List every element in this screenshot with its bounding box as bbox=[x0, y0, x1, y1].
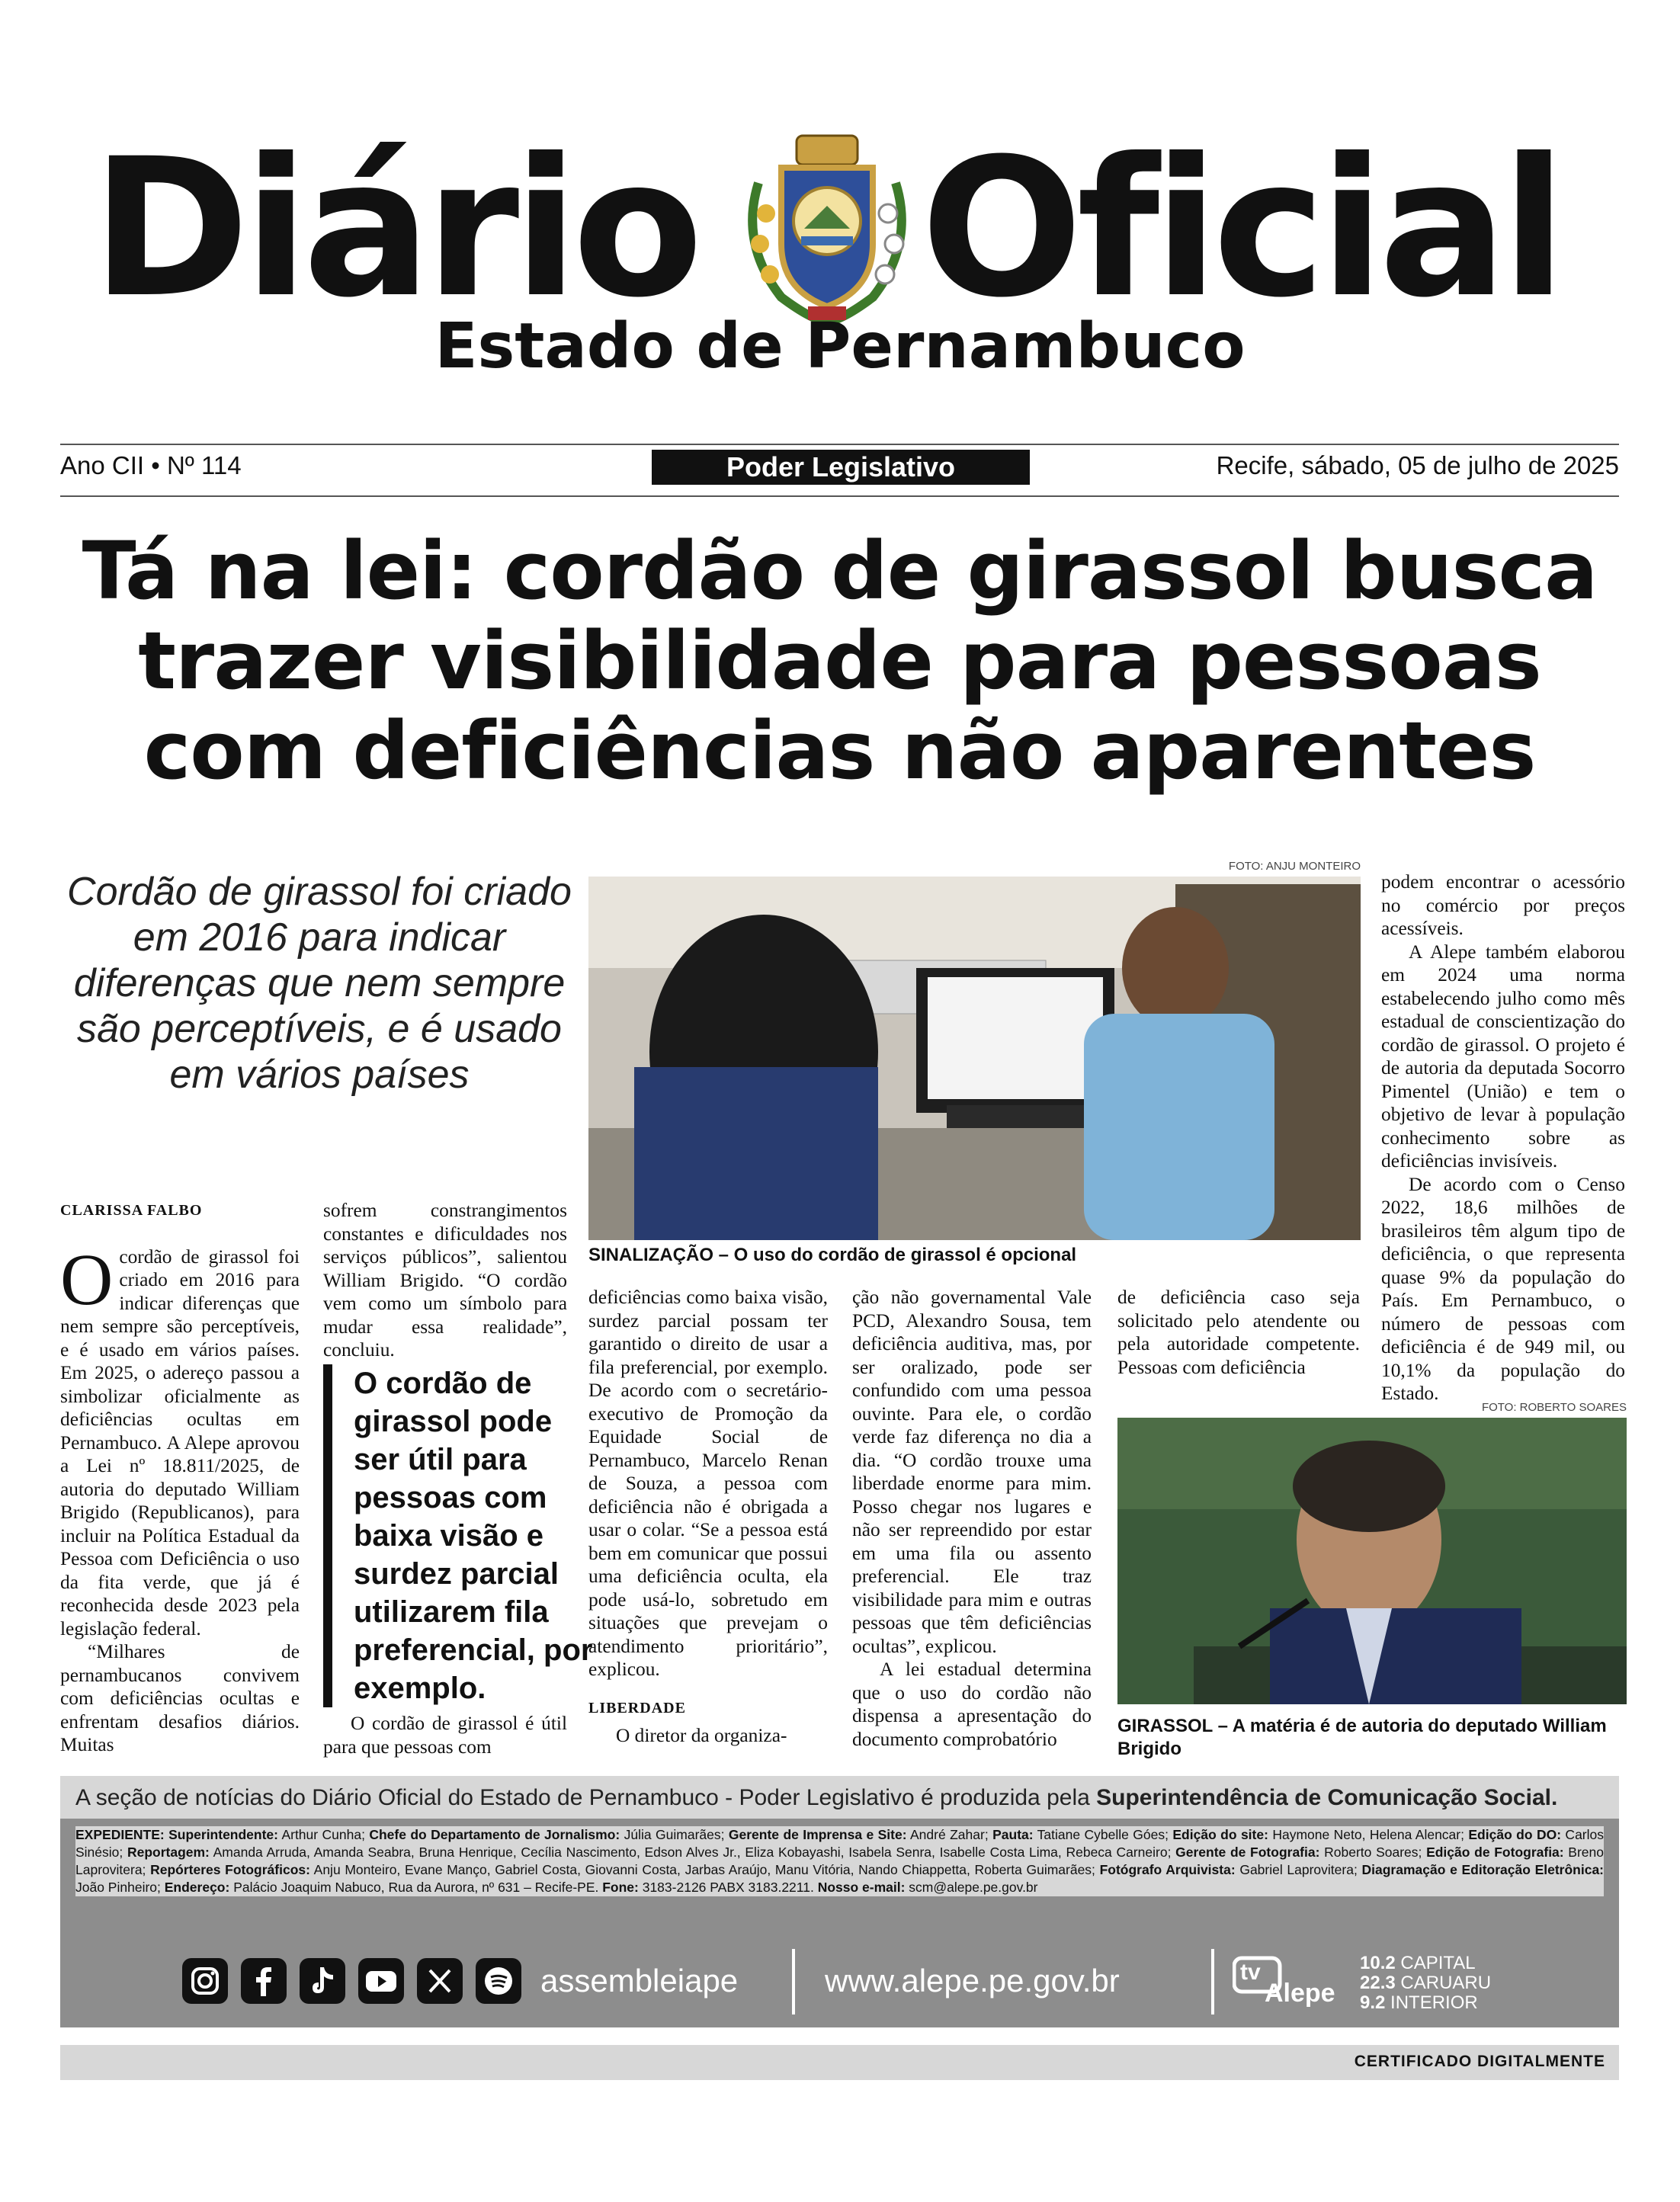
article-paragraph: Ocordão de girassol foi criado em 2016 para indicar diferenças que nem sempre são perceptíveis, e é usado em vários países. Em 2025, o adereço passou a simbolizar oficialmente as deficiências ocultas em Pernambuco. A Alepe aprovou a Lei nº 18.811/2025, de autoria do deputado William Brigido (Republicanos), para incluir na Política Estadual da Pessoa com Deficiência o uso da fita verde, que já é reconhecida desde 2023 pela legislação federal. bbox=[60, 1238, 300, 1639]
tv-alepe-logo: tv Alepe bbox=[1233, 1955, 1347, 2008]
article-column-1 bbox=[60, 1199, 300, 1757]
certification-label: CERTIFICADO DIGITALMENTE bbox=[1354, 2053, 1605, 2070]
expediente-value: Júlia Guimarães; bbox=[620, 1827, 729, 1842]
headline-line: trazer visibilidade para pessoas bbox=[138, 614, 1541, 707]
headline-line: com deficiências não aparentes bbox=[143, 704, 1536, 797]
expediente-value: scm@alepe.pe.gov.br bbox=[905, 1880, 1038, 1895]
expediente-role: Gerente de Fotografia: bbox=[1175, 1845, 1320, 1860]
section-label: Poder Legislativo bbox=[652, 450, 1030, 485]
footer bbox=[60, 1776, 1619, 2027]
expediente-role: Edição de Fotografia: bbox=[1426, 1845, 1564, 1860]
drop-cap: O bbox=[60, 1238, 114, 1320]
article-paragraph: De acordo com o Censo 2022, 18,6 milhões de brasileiros têm algum tipo de deficiência, o que representa quase 9% da população do País. Em Pernambuco, o número de pessoas com deficiência é de 949 mil, ou 10,1% da população do Estado. bbox=[1381, 1173, 1625, 1404]
expediente-value: Carlos Sinésio; bbox=[75, 1827, 1605, 1860]
tv-channel: 10.2 CAPITAL bbox=[1360, 1953, 1476, 1973]
article-column-5 bbox=[1117, 1286, 1360, 1379]
expediente-role: Diagramação e Editoração Eletrônica: bbox=[1361, 1862, 1605, 1877]
article-paragraph: ção não governamental Vale PCD, Alexandro Sousa, tem deficiência auditiva, mas, por ser oralizado, pode ser confundido com uma pessoa ouvinte. Para ele, o cordão verde faz diferença no dia a dia. “O cordão trouxe uma liberdade enorme para mim. Posso chegar nos lugares e não ser repreendido por estar em uma fila ou assento preferencial. Ele traz visibilidade para mim e outras pessoas que têm deficiências ocultas”, explicou. bbox=[852, 1287, 1092, 1657]
x-icon[interactable] bbox=[417, 1958, 463, 2004]
article-paragraph: O cordão de girassol é útil para que pessoas com bbox=[323, 1713, 567, 1758]
expediente bbox=[75, 1826, 1604, 1896]
expediente-role: Edição do site: bbox=[1172, 1827, 1268, 1842]
expediente-role: Reportagem: bbox=[127, 1845, 210, 1860]
article-column-4 bbox=[852, 1286, 1092, 1751]
pull-quote: O cordão de girassol pode ser útil para pessoas com baixa visão e surdez parcial utilizarem fila preferencial, por exemplo. bbox=[323, 1364, 598, 1707]
expediente-role: Gerente de Imprensa e Site: bbox=[728, 1827, 907, 1842]
subheadline: Cordão de girassol foi criado em 2016 para indicar diferenças que nem sempre são perceptíveis, e é usado em vários países bbox=[67, 870, 572, 1097]
footer-divider bbox=[792, 1949, 795, 2014]
article-paragraph: de deficiência caso seja solicitado pelo atendente ou pela autoridade competente. Pessoas com deficiência bbox=[1117, 1287, 1360, 1378]
photo-caption: GIRASSOL – A matéria é de autoria do deputado William Brigido bbox=[1117, 1716, 1607, 1759]
article-paragraph: O diretor da organiza- bbox=[616, 1725, 787, 1746]
expediente-role: Edição do DO: bbox=[1468, 1827, 1562, 1842]
social-bar bbox=[60, 1932, 1619, 2027]
article-photo bbox=[588, 877, 1361, 1240]
expediente-role: Chefe do Departamento de Jornalismo: bbox=[369, 1827, 620, 1842]
expediente-role: Nosso e-mail: bbox=[817, 1880, 906, 1895]
article-paragraph: deficiências como baixa visão, surdez parcial possam ter garantido o direito de usar a fila preferencial, por exemplo. De acordo com o secretário-executivo de Promoção da Equidade Social de Pernambuco, Marcelo Renan de Souza, a pessoa com deficiência não é obrigada a usar o colar. “Se a pessoa está bem em comunicar que possui uma deficiência oculta, ela pode usá-lo, sobretudo em situações que prevejam o atendimento prioritário”, explicou. bbox=[588, 1287, 828, 1680]
expediente-value: Gabriel Laprovitera; bbox=[1235, 1862, 1362, 1877]
social-handle[interactable]: assembleiape bbox=[540, 1963, 739, 1998]
article-column-2 bbox=[323, 1199, 567, 1362]
expediente-value: Palácio Joaquim Nabuco, Rua da Aurora, nº 631 – Recife-PE. bbox=[229, 1880, 603, 1895]
expediente-role: EXPEDIENTE: Superintendente: bbox=[75, 1827, 278, 1842]
photo-caption: SINALIZAÇÃO – O uso do cordão de girassol é opcional bbox=[588, 1245, 1077, 1265]
article-paragraph: “Milhares de pernambucanos convivem com deficiências ocultas e enfrentam desafios diários. Muitas bbox=[60, 1641, 300, 1755]
website-link[interactable]: www.alepe.pe.gov.br bbox=[825, 1963, 1120, 1998]
expediente-value: Tatiane Cybelle Góes; bbox=[1033, 1827, 1173, 1842]
article-photo bbox=[1117, 1418, 1627, 1704]
expediente-role: Endereço: bbox=[164, 1880, 230, 1895]
tiktok-icon[interactable] bbox=[300, 1958, 345, 2004]
masthead-subtitle: Estado de Pernambuco bbox=[434, 310, 1246, 383]
footer-notice: A seção de notícias do Diário Oficial do Estado de Pernambuco - Poder Legislativo é produzida pela Superintendência de Comunicação Social. bbox=[75, 1785, 1558, 1810]
expediente-value: André Zahar; bbox=[906, 1827, 993, 1842]
byline: CLARISSA FALBO bbox=[60, 1202, 203, 1219]
tv-channel: 9.2 INTERIOR bbox=[1360, 1992, 1478, 2013]
headline-line: Tá na lei: cordão de girassol busca bbox=[82, 524, 1598, 617]
spotify-icon[interactable] bbox=[476, 1958, 521, 2004]
expediente-value: Haymone Neto, Helena Alencar; bbox=[1268, 1827, 1469, 1842]
expediente-role: Fone: bbox=[602, 1880, 639, 1895]
footer-notice-bar bbox=[60, 1776, 1619, 1819]
expediente-value: João Pinheiro; bbox=[75, 1880, 165, 1895]
top-rule bbox=[60, 444, 1619, 445]
youtube-icon[interactable] bbox=[358, 1958, 404, 2004]
edition-bar bbox=[60, 447, 1619, 489]
expediente-role: Repórteres Fotográficos: bbox=[150, 1862, 310, 1877]
article-paragraph: sofrem constrangimentos constantes e dificuldades nos serviços públicos”, salientou William Brigido. “O cordão vem como um símbolo para mudar essa realidade”, concluiu. bbox=[323, 1200, 567, 1361]
photo-credit: FOTO: ROBERTO SOARES bbox=[1481, 1401, 1627, 1414]
edition-date: Recife, sábado, 05 de julho de 2025 bbox=[1216, 451, 1619, 479]
masthead-title-left: Diário bbox=[91, 117, 697, 339]
article-column-6 bbox=[1381, 870, 1625, 1405]
headline bbox=[60, 526, 1619, 796]
expediente-value: 3183-2126 PABX 3183.2211. bbox=[638, 1880, 818, 1895]
article-paragraph: A lei estadual determina que o uso do cordão não dispensa a apresentação do documento comprobatório bbox=[852, 1659, 1092, 1750]
article-column-3 bbox=[588, 1286, 828, 1748]
certification-bar bbox=[60, 2045, 1619, 2080]
edition-number: Ano CII • Nº 114 bbox=[60, 451, 242, 479]
instagram-icon[interactable] bbox=[182, 1958, 228, 2004]
article-column-2b bbox=[323, 1712, 567, 1758]
facebook-icon[interactable] bbox=[241, 1958, 287, 2004]
expediente-value: Arthur Cunha; bbox=[278, 1827, 370, 1842]
tv-channels bbox=[1360, 1954, 1491, 2013]
expediente-role: Fotógrafo Arquivista: bbox=[1099, 1862, 1236, 1877]
expediente-value: Roberto Soares; bbox=[1319, 1845, 1427, 1860]
footer-divider bbox=[1211, 1949, 1214, 2014]
article-paragraph: podem encontrar o acessório no comércio por preços acessíveis. bbox=[1381, 871, 1625, 939]
expediente-value: Breno Laprovitera; bbox=[75, 1845, 1605, 1877]
masthead-title-right: Oficial bbox=[921, 117, 1561, 339]
expediente-role: Pauta: bbox=[992, 1827, 1034, 1842]
expediente-value: Amanda Arruda, Amanda Seabra, Bruna Henrique, Cecília Nascimento, Edson Alves Jr., Eliza Kobayashi, Isabela Senra, Isabelle Costa Lima, Rebeca Carneiro; bbox=[209, 1845, 1176, 1860]
section-heading: LIBERDADE bbox=[588, 1699, 686, 1716]
tv-channel: 22.3 CARUARU bbox=[1360, 1973, 1492, 1993]
pernambuco-coat-of-arms-icon bbox=[736, 130, 919, 328]
bottom-rule bbox=[60, 495, 1619, 497]
photo-credit: FOTO: ANJU MONTEIRO bbox=[1228, 860, 1361, 873]
article-paragraph: A Alepe também elaborou em 2024 uma norma estabelecendo julho como mês estadual de conscientização do cordão de girassol. O projeto é de autoria da deputada Socorro Pimentel (União) e tem o objetivo de levar à população conhecimento sobre as deficiências invisíveis. bbox=[1381, 941, 1625, 1172]
expediente-value: Anju Monteiro, Evane Manço, Gabriel Costa, Giovanni Costa, Jarbas Araújo, Manu Vitória, Nando Chiappetta, Roberta Guimarães; bbox=[309, 1862, 1100, 1877]
